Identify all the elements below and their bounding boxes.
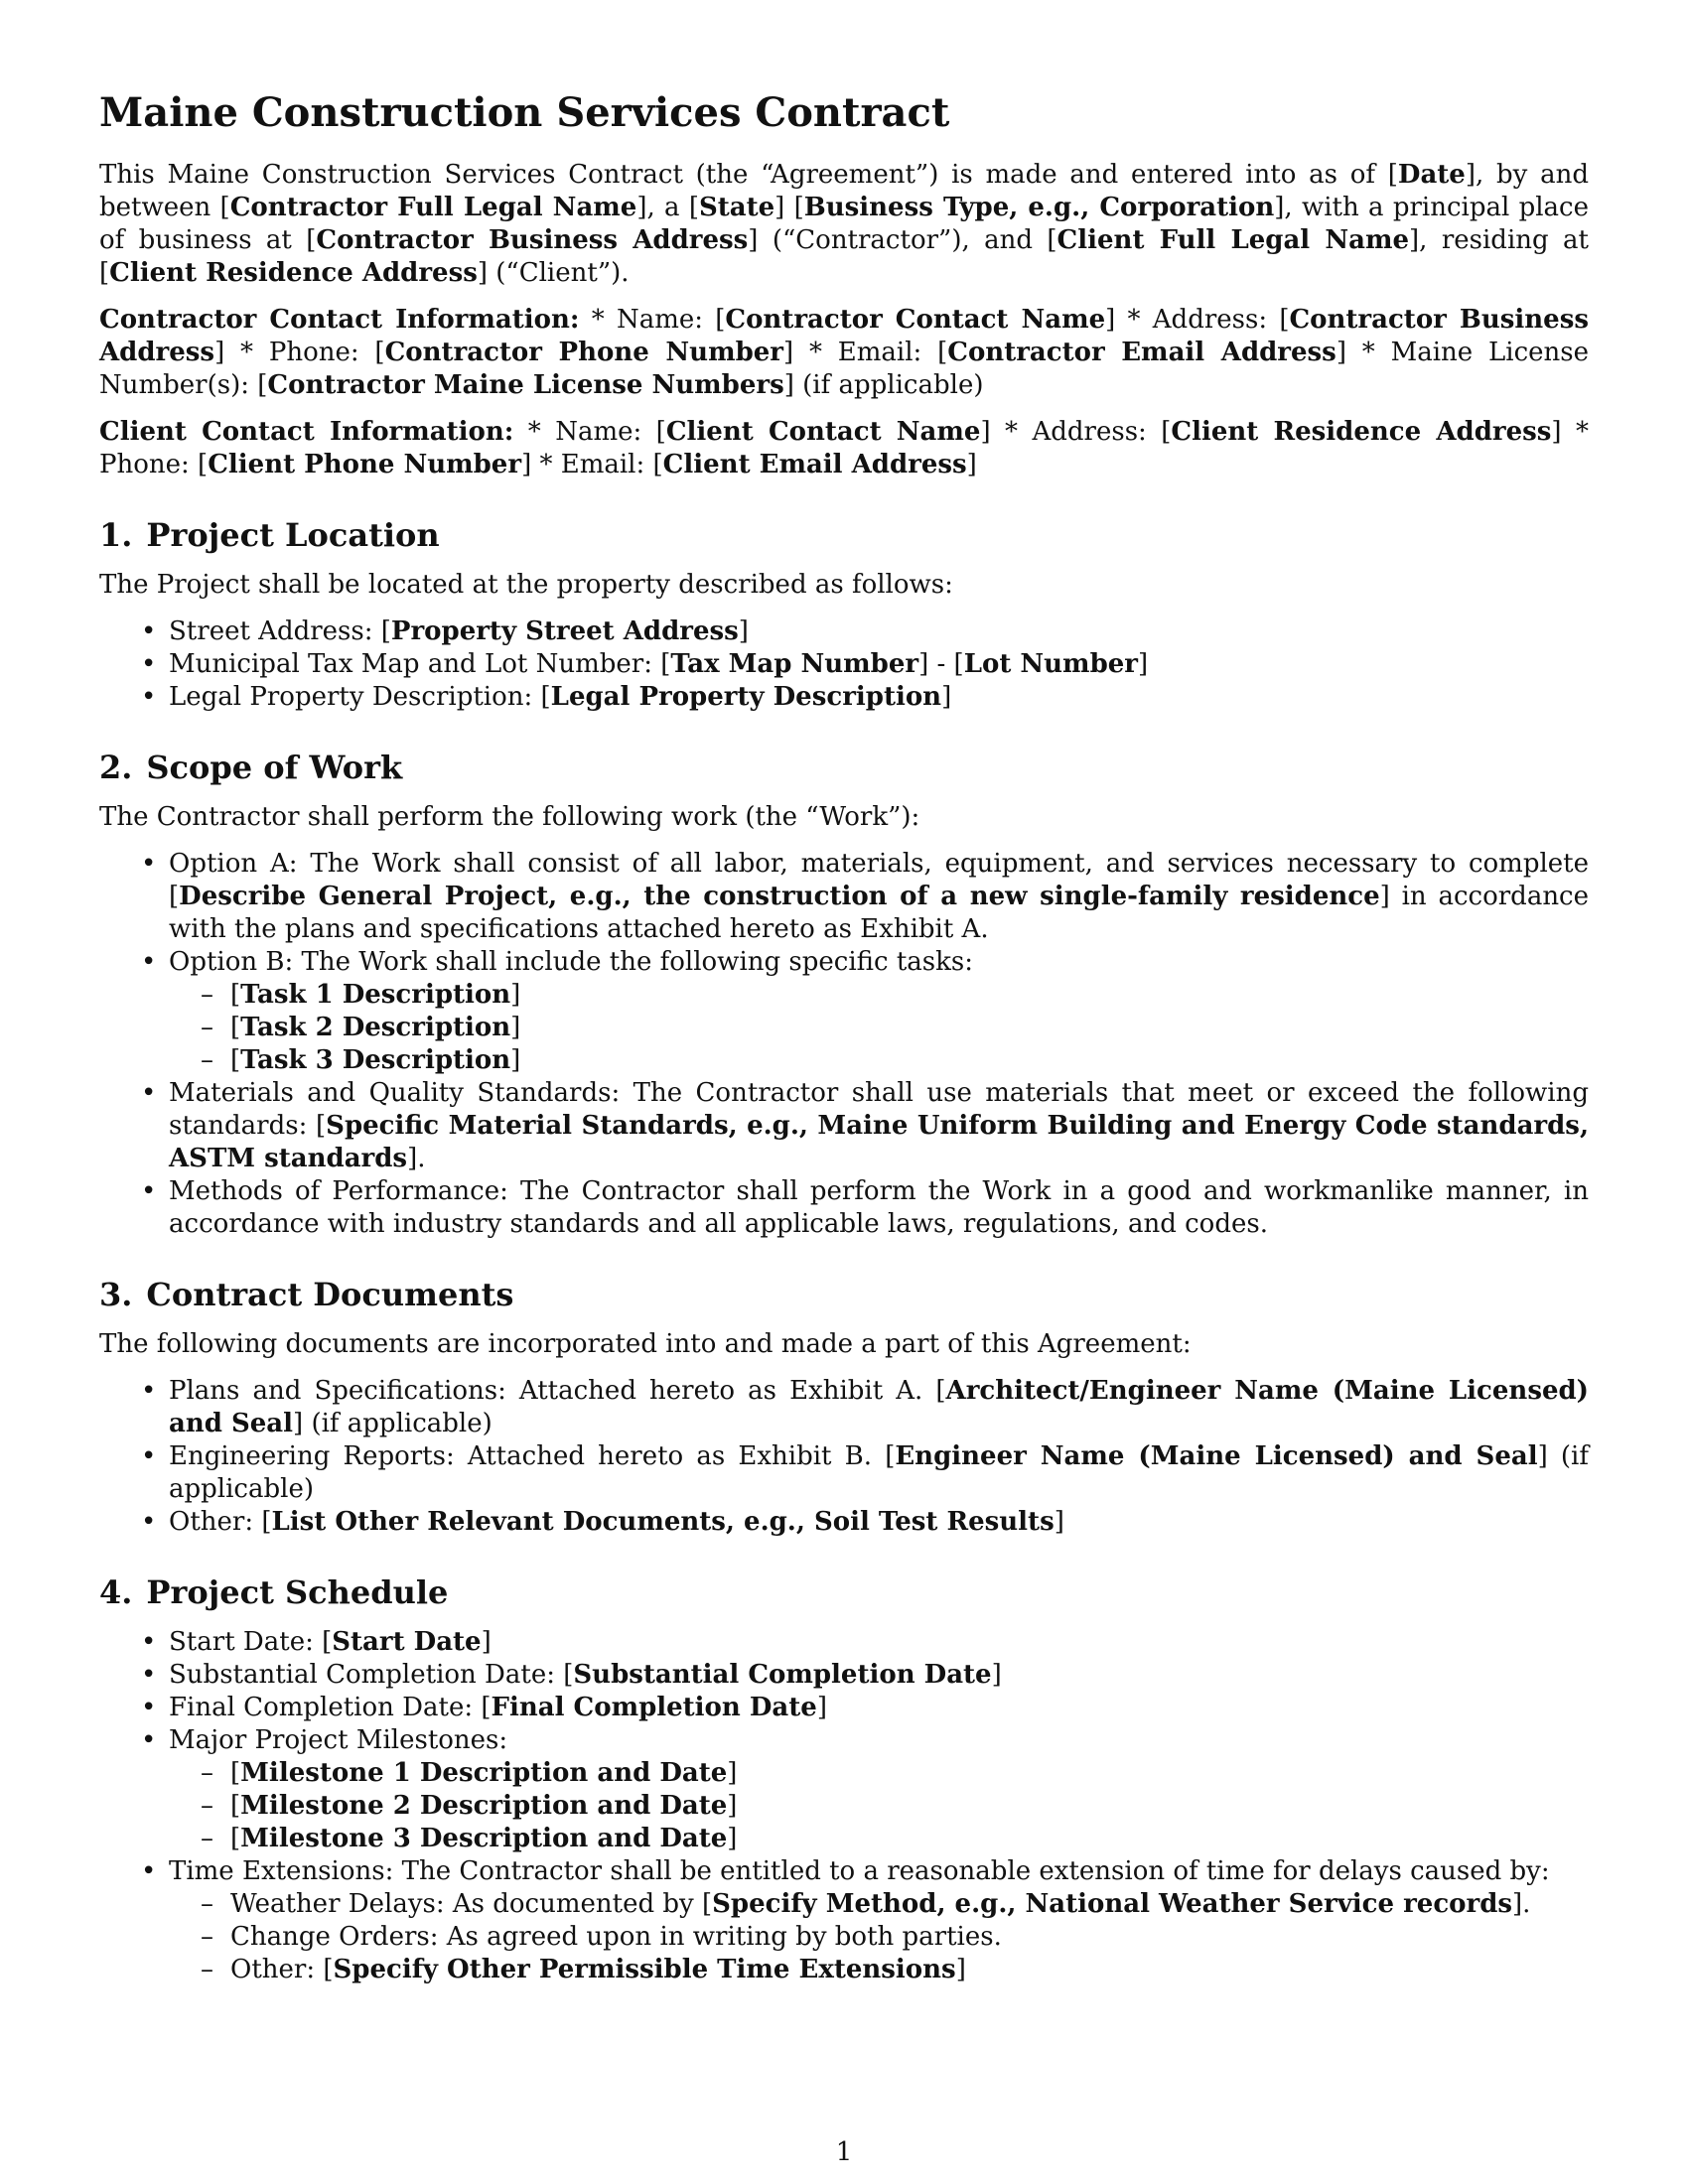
document-title: Maine Construction Services Contract xyxy=(99,89,950,136)
section-1-intro: The Project shall be located at the property described as follows: xyxy=(99,570,953,600)
list-item xyxy=(169,1855,1589,1986)
section-4-heading: 4. Project Schedule xyxy=(99,1573,449,1611)
section-3-list xyxy=(99,1375,1589,1539)
intro-paragraph: This Maine Construction Services Contract (the “Agreement”) is made and entered into as of [Date], by and between [Contractor Full Legal Name], a [State] [Business Type, e.g., Corporation], with a principal place of business at [Contractor Business Address] (“Contractor”), and [Client Full Legal Name], residing at [Client Residence Address] (“Client”). xyxy=(99,160,1589,288)
section-1-list xyxy=(99,615,1589,714)
placeholder-field: Client Phone Number xyxy=(208,450,522,479)
sublist-item: – [Task 3 Description] xyxy=(230,1044,1589,1077)
placeholder-field: Client Contact Name xyxy=(665,417,981,447)
placeholder-field: Contractor Contact Name xyxy=(725,305,1106,335)
list-item: • Materials and Quality Standards: The Contractor shall use materials that meet or exceed the following standards: [Specific Material Standards, e.g., Maine Uniform Building and Energy Code standards, ASTM standards]. xyxy=(169,1077,1589,1175)
placeholder-field: Tax Map Number xyxy=(670,649,919,679)
placeholder-field: Business Type, e.g., Corporation xyxy=(803,193,1275,222)
placeholder-field: State xyxy=(698,193,775,222)
list-item-text: Time Extensions: The Contractor shall be entitled to a reasonable extension of time for delays caused by: xyxy=(169,1856,1550,1886)
placeholder-field: Date xyxy=(1397,160,1466,190)
placeholder-field: Specify Other Permissible Time Extensions xyxy=(333,1955,956,1984)
section-2-list xyxy=(99,848,1589,1241)
extension-sublist xyxy=(169,1888,1589,1986)
list-item: • Other: [List Other Relevant Documents, e.g., Soil Test Results] xyxy=(169,1506,1589,1539)
placeholder-field: Contractor Business Address xyxy=(316,225,749,255)
list-item: • Final Completion Date: [Final Completion Date] xyxy=(169,1692,1589,1724)
placeholder-field: Start Date xyxy=(332,1627,482,1657)
sublist-item: – [Milestone 1 Description and Date] xyxy=(230,1757,1589,1790)
section-3-intro: The following documents are incorporated into and made a part of this Agreement: xyxy=(99,1329,1192,1359)
placeholder-field: Client Email Address xyxy=(662,450,967,479)
list-item: • Methods of Performance: The Contractor shall perform the Work in a good and workmanlike manner, in accordance with industry standards and all applicable laws, regulations, and codes. xyxy=(169,1175,1589,1241)
list-item: • Substantial Completion Date: [Substantial Completion Date] xyxy=(169,1659,1589,1692)
placeholder-field: List Other Relevant Documents, e.g., Soil Test Results xyxy=(271,1507,1055,1537)
placeholder-field: Specific Material Standards, e.g., Maine Uniform Building and Energy Code standards, ASTM standards xyxy=(169,1111,1589,1173)
list-item: • Legal Property Description: [Legal Property Description] xyxy=(169,681,1589,714)
list-item: • Plans and Specifications: Attached hereto as Exhibit A. [Architect/Engineer Name (Maine Licensed) and Seal] (if applicable) xyxy=(169,1375,1589,1440)
milestone-sublist xyxy=(169,1757,1589,1855)
placeholder-field: Client Residence Address xyxy=(1171,417,1552,447)
list-item xyxy=(169,1724,1589,1855)
placeholder-field: Final Completion Date xyxy=(491,1693,817,1722)
list-item: • Option A: The Work shall consist of all labor, materials, equipment, and services necessary to complete [Describe General Project, e.g., the construction of a new single-family residence] in accordance with the plans and specifications attached hereto as Exhibit A. xyxy=(169,848,1589,946)
placeholder-field: Contractor Email Address xyxy=(947,338,1336,367)
placeholder-field: Lot Number xyxy=(963,649,1138,679)
sublist-item: – [Milestone 2 Description and Date] xyxy=(230,1790,1589,1823)
placeholder-field: Contractor Phone Number xyxy=(384,338,783,367)
list-item: • Engineering Reports: Attached hereto as Exhibit B. [Engineer Name (Maine Licensed) and Seal] (if applicable) xyxy=(169,1440,1589,1506)
placeholder-field: Client Residence Address xyxy=(109,258,478,288)
section-1-heading: 1. Project Location xyxy=(99,516,440,554)
placeholder-field: Milestone 1 Description and Date xyxy=(240,1758,728,1788)
placeholder-field: Task 2 Description xyxy=(240,1013,511,1042)
placeholder-field: Describe General Project, e.g., the construction of a new single-family residence xyxy=(179,882,1380,911)
list-item: • Municipal Tax Map and Lot Number: [Tax Map Number] - [Lot Number] xyxy=(169,648,1589,681)
placeholder-field: Contractor Business Address xyxy=(99,305,1590,367)
sublist-item: – Change Orders: As agreed upon in writing by both parties. xyxy=(230,1921,1589,1954)
placeholder-field: Milestone 2 Description and Date xyxy=(240,1791,728,1821)
section-2-intro: The Contractor shall perform the following work (the “Work”): xyxy=(99,802,920,832)
list-item: • Street Address: [Property Street Address] xyxy=(169,615,1589,648)
list-item: • Start Date: [Start Date] xyxy=(169,1626,1589,1659)
placeholder-field: Client Contact Information: xyxy=(99,417,514,447)
sublist-item: – Weather Delays: As documented by [Specify Method, e.g., National Weather Service records]. xyxy=(230,1888,1589,1921)
sublist-item: – Other: [Specify Other Permissible Time Extensions] xyxy=(230,1954,1589,1986)
placeholder-field: Substantial Completion Date xyxy=(573,1660,992,1690)
sublist-item: – [Milestone 3 Description and Date] xyxy=(230,1823,1589,1855)
section-4-list xyxy=(99,1626,1589,1986)
list-item-text: Major Project Milestones: xyxy=(169,1725,508,1755)
section-3-heading: 3. Contract Documents xyxy=(99,1276,514,1313)
section-2-heading: 2. Scope of Work xyxy=(99,749,403,786)
placeholder-field: Specify Method, e.g., National Weather Service records xyxy=(712,1889,1513,1919)
placeholder-field: Client Full Legal Name xyxy=(1056,225,1410,255)
list-item xyxy=(169,946,1589,1077)
placeholder-field: Property Street Address xyxy=(390,616,739,646)
placeholder-field: Contractor Contact Information: xyxy=(99,305,580,335)
page-number: 1 xyxy=(835,2137,853,2167)
list-item-text: Option B: The Work shall include the following specific tasks: xyxy=(169,947,973,977)
client-contact-info: Client Contact Information: * Name: [Client Contact Name] * Address: [Client Residence Address] * Phone: [Client Phone Number] * Email: [Client Email Address] xyxy=(99,417,1589,479)
placeholder-field: Contractor Full Legal Name xyxy=(229,193,637,222)
sublist-item: – [Task 2 Description] xyxy=(230,1012,1589,1044)
placeholder-field: Contractor Maine License Numbers xyxy=(267,370,784,400)
sublist-item: – [Task 1 Description] xyxy=(230,979,1589,1012)
placeholder-field: Milestone 3 Description and Date xyxy=(240,1824,728,1853)
contractor-contact-info: Contractor Contact Information: * Name: [Contractor Contact Name] * Address: [Contractor Business Address] * Phone: [Contractor Phone Number] * Email: [Contractor Email Address] * Maine License Number(s): [Contractor Maine License Numbers] (if applicable) xyxy=(99,305,1590,400)
placeholder-field: Task 3 Description xyxy=(240,1045,511,1075)
placeholder-field: Legal Property Description xyxy=(550,682,942,712)
placeholder-field: Engineer Name (Maine Licensed) and Seal xyxy=(895,1441,1538,1471)
task-sublist xyxy=(169,979,1589,1077)
placeholder-field: Task 1 Description xyxy=(240,980,511,1010)
placeholder-field: Architect/Engineer Name (Maine Licensed) and Seal xyxy=(169,1376,1589,1438)
